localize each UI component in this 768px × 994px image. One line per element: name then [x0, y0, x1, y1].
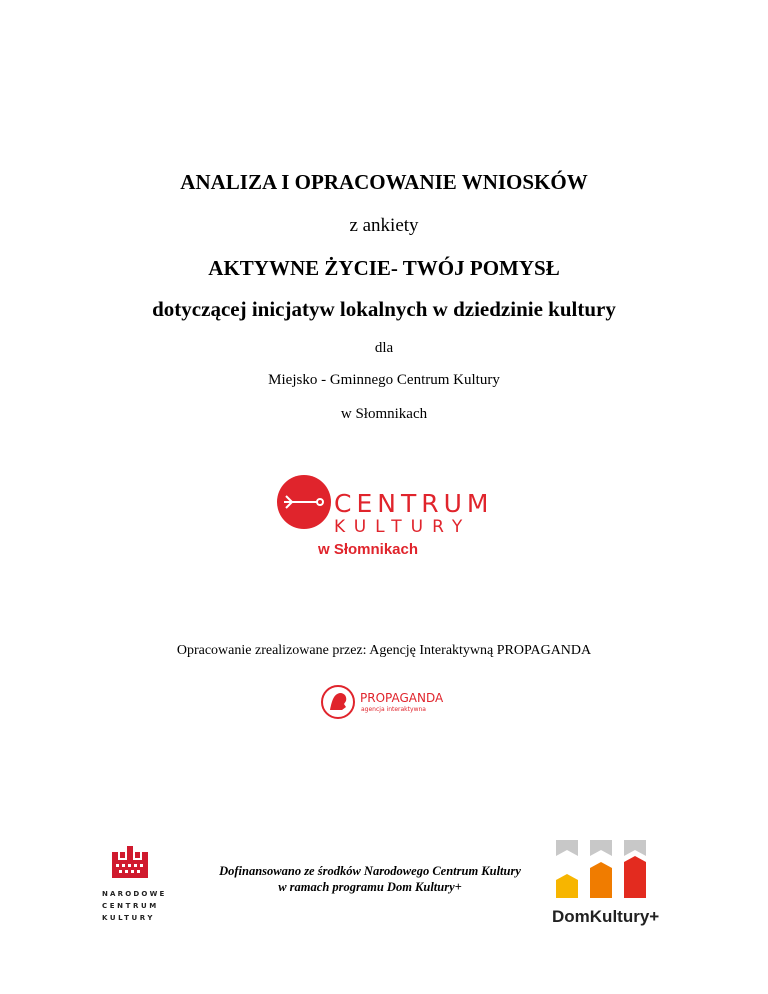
propaganda-word: PROPAGANDA	[360, 691, 444, 705]
logo-word-location: w Słomnikach	[318, 541, 419, 558]
nck-logo	[100, 838, 180, 928]
crown-icon	[112, 846, 148, 878]
prepared-by: Opracowanie zrealizowane przez: Agencję Interaktywną PROPAGANDA	[176, 643, 592, 658]
dom-kultury-plus-logo	[550, 836, 662, 932]
subtitle: dotyczącej inicjatyw lokalnych w dziedzinie kultury	[152, 297, 616, 321]
dom-kultury-plus-text: DomKultury+	[552, 907, 660, 926]
title-line-2: z ankiety	[349, 215, 419, 236]
nck-line-2: CENTRUM	[102, 902, 159, 910]
logo-word-kultury: KULTURY	[334, 517, 472, 537]
institution-name: Miejsko - Gminnego Centrum Kultury	[268, 372, 500, 388]
propaganda-logo	[320, 684, 452, 720]
centrum-kultury-logo	[274, 474, 504, 564]
houses-icon	[556, 840, 646, 898]
nck-line-1: NARODOWE	[102, 890, 167, 898]
propaganda-tagline: agencja interaktywna	[361, 706, 426, 713]
nck-line-3: KULTURY	[102, 914, 156, 922]
institution-location: w Słomnikach	[340, 406, 428, 422]
title-line-1: ANALIZA I OPRACOWANIE WNIOSKÓW	[180, 170, 588, 194]
portrait-icon	[330, 693, 346, 710]
funding-line-2: w ramach programu Dom Kultury+	[278, 880, 462, 894]
survey-name: AKTYWNE ŻYCIE- TWÓJ POMYSŁ	[208, 256, 560, 280]
logo-word-centrum: CENTRUM	[334, 489, 494, 518]
funding-line-1: Dofinansowano ze środków Narodowego Centrum Kultury	[219, 864, 521, 878]
for-label: dla	[374, 340, 394, 356]
